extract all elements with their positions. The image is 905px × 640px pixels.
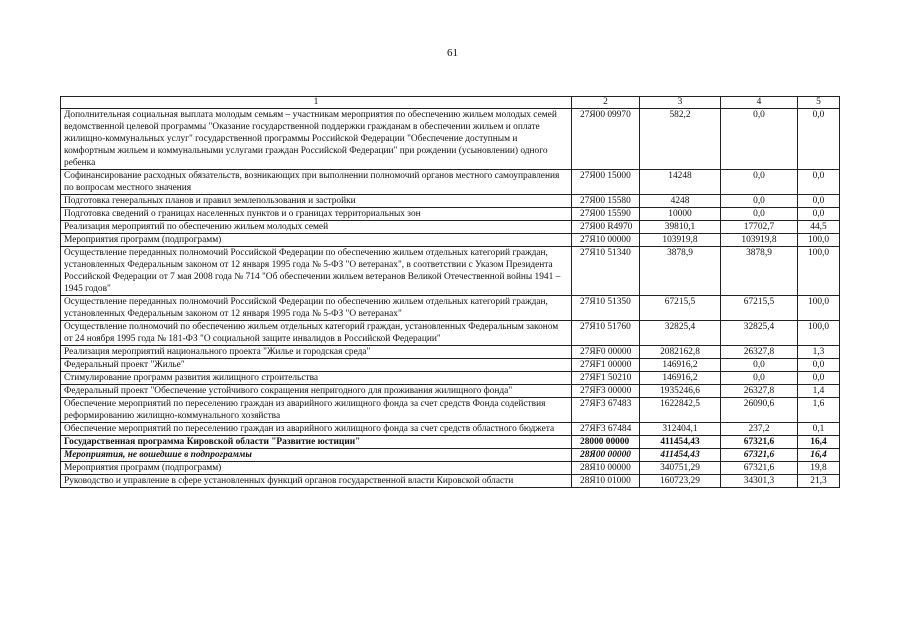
- row-executed-value: 0,0: [721, 109, 798, 170]
- table-row: [61, 221, 840, 234]
- row-executed-value: 67321,6: [721, 449, 798, 462]
- row-name-cell: Государственная программа Кировской области "Развитие юстиции": [61, 436, 572, 449]
- row-percent-value: 0,1: [798, 423, 840, 436]
- row-code-cell: 27Я00 15000: [572, 170, 640, 195]
- row-name-cell: Дополнительная социальная выплата молодым семьям – участникам мероприятия по обеспечению жильем молодых семей ведомственной целевой программы "Оказание государственной поддержки гражданам в обеспечении жильем и оплате жилищно-коммунальных услуг" государственной программы Российской Федерации "Обеспечение доступным и комфортным жильем и коммунальными услугами граждан Российской Федерации" при рождении (усыновлении) одного ребенка: [61, 109, 572, 170]
- row-code-cell: 27ЯF3 00000: [572, 385, 640, 398]
- row-plan-value: 32825,4: [640, 321, 721, 346]
- column-header-percent: 5: [798, 97, 840, 109]
- row-percent-value: 100,0: [798, 296, 840, 321]
- row-code-cell: 27Я00 15580: [572, 195, 640, 208]
- row-plan-value: 312404,1: [640, 423, 721, 436]
- table-row: [61, 195, 840, 208]
- table-body: [61, 109, 840, 488]
- row-executed-value: 26327,8: [721, 385, 798, 398]
- row-name-cell: Мероприятия программ (подпрограмм): [61, 234, 572, 247]
- column-header-name: 1: [61, 97, 572, 109]
- table-row: [61, 436, 840, 449]
- row-code-cell: 27Я10 00000: [572, 234, 640, 247]
- row-executed-value: 0,0: [721, 195, 798, 208]
- row-code-cell: 27Я10 51760: [572, 321, 640, 346]
- row-executed-value: 237,2: [721, 423, 798, 436]
- row-executed-value: 26090,6: [721, 398, 798, 423]
- row-plan-value: 340751,29: [640, 462, 721, 475]
- row-percent-value: 16,4: [798, 449, 840, 462]
- row-name-cell: Федеральный проект "Обеспечение устойчивого сокращения непригодного для проживания жилищного фонда": [61, 385, 572, 398]
- row-plan-value: 411454,43: [640, 436, 721, 449]
- row-name-cell: Федеральный проект "Жилье": [61, 359, 572, 372]
- row-name-cell: Реализация мероприятий национального проекта "Жилье и городская среда": [61, 346, 572, 359]
- row-percent-value: 1,4: [798, 385, 840, 398]
- row-executed-value: 67215,5: [721, 296, 798, 321]
- row-name-cell: Подготовка сведений о границах населенных пунктов и о границах территориальных зон: [61, 208, 572, 221]
- row-name-cell: Осуществление переданных полномочий Российской Федерации по обеспечению жильем отдельных категорий граждан, установленных Федеральным законом от 12 января 1995 года № 5-ФЗ "О ветеранах": [61, 296, 572, 321]
- row-percent-value: 100,0: [798, 247, 840, 296]
- table-row: [61, 247, 840, 296]
- row-plan-value: 103919,8: [640, 234, 721, 247]
- table-row: [61, 359, 840, 372]
- row-executed-value: 26327,8: [721, 346, 798, 359]
- row-name-cell: Мероприятия, не вошедшие в подпрограммы: [61, 449, 572, 462]
- row-name-cell: Осуществление полномочий по обеспечению жильем отдельных категорий граждан, установленных Федеральным законом от 24 ноября 1995 года № 181-ФЗ "О социальной защите инвалидов в Российской Федерации": [61, 321, 572, 346]
- row-code-cell: 28Я10 01000: [572, 475, 640, 488]
- row-executed-value: 0,0: [721, 208, 798, 221]
- row-code-cell: 27ЯF3 67483: [572, 398, 640, 423]
- row-code-cell: 27Я00 15590: [572, 208, 640, 221]
- row-plan-value: 411454,43: [640, 449, 721, 462]
- row-percent-value: 21,3: [798, 475, 840, 488]
- row-executed-value: 3878,9: [721, 247, 798, 296]
- table-row: [61, 234, 840, 247]
- column-header-executed: 4: [721, 97, 798, 109]
- row-percent-value: 1,3: [798, 346, 840, 359]
- row-name-cell: Осуществление переданных полномочий Российской Федерации по обеспечению жильем отдельных категорий граждан, установленных Федеральным законом от 12 января 1995 года № 5-ФЗ "О ветеранах", в соответствии с Указом Президента Российской Федерации от 7 мая 2008 года № 714 "Об обеспечении жильем ветеранов Великой Отечественной войны 1941 – 1945 годов": [61, 247, 572, 296]
- table-row: [61, 346, 840, 359]
- row-code-cell: 27ЯF1 00000: [572, 359, 640, 372]
- row-executed-value: 103919,8: [721, 234, 798, 247]
- row-percent-value: 100,0: [798, 234, 840, 247]
- row-percent-value: 16,4: [798, 436, 840, 449]
- row-percent-value: 0,0: [798, 109, 840, 170]
- page-number: 61: [447, 47, 458, 59]
- row-plan-value: 160723,29: [640, 475, 721, 488]
- table-row: [61, 321, 840, 346]
- row-executed-value: 0,0: [721, 359, 798, 372]
- table-row: [61, 385, 840, 398]
- row-code-cell: 27Я00 09970: [572, 109, 640, 170]
- table-header-row: [61, 97, 840, 109]
- row-plan-value: 4248: [640, 195, 721, 208]
- row-name-cell: Подготовка генеральных планов и правил землепользования и застройки: [61, 195, 572, 208]
- row-percent-value: 44,5: [798, 221, 840, 234]
- column-header-code: 2: [572, 97, 640, 109]
- row-plan-value: 67215,5: [640, 296, 721, 321]
- table-row: [61, 449, 840, 462]
- row-plan-value: 582,2: [640, 109, 721, 170]
- row-code-cell: 27ЯF0 00000: [572, 346, 640, 359]
- row-name-cell: Обеспечение мероприятий по переселению граждан из аварийного жилищного фонда за счет средств областного бюджета: [61, 423, 572, 436]
- row-percent-value: 0,0: [798, 170, 840, 195]
- table-row: [61, 109, 840, 170]
- row-executed-value: 67321,6: [721, 436, 798, 449]
- row-plan-value: 146916,2: [640, 372, 721, 385]
- row-percent-value: 19,8: [798, 462, 840, 475]
- row-percent-value: 100,0: [798, 321, 840, 346]
- row-name-cell: Руководство и управление в сфере установленных функций органов государственной власти Кировской области: [61, 475, 572, 488]
- row-name-cell: Реализация мероприятий по обеспечению жильем молодых семей: [61, 221, 572, 234]
- row-executed-value: 17702,7: [721, 221, 798, 234]
- row-name-cell: Мероприятия программ (подпрограмм): [61, 462, 572, 475]
- row-code-cell: 27Я10 51350: [572, 296, 640, 321]
- table-row: [61, 423, 840, 436]
- row-plan-value: 14248: [640, 170, 721, 195]
- row-plan-value: 146916,2: [640, 359, 721, 372]
- table-row: [61, 296, 840, 321]
- table-row: [61, 475, 840, 488]
- row-code-cell: 27Я00 R4970: [572, 221, 640, 234]
- row-name-cell: Обеспечение мероприятий по переселению граждан из аварийного жилищного фонда за счет средств Фонда содействия реформированию жилищно-коммунального хозяйства: [61, 398, 572, 423]
- row-code-cell: 27ЯF1 50210: [572, 372, 640, 385]
- row-plan-value: 2082162,8: [640, 346, 721, 359]
- row-plan-value: 1935246,6: [640, 385, 721, 398]
- column-header-plan: 3: [640, 97, 721, 109]
- row-name-cell: Софинансирование расходных обязательств, возникающих при выполнении полномочий органов местного самоуправления по вопросам местного значения: [61, 170, 572, 195]
- row-percent-value: 0,0: [798, 208, 840, 221]
- row-executed-value: 67321,6: [721, 462, 798, 475]
- table-row: [61, 208, 840, 221]
- row-name-cell: Стимулирование программ развития жилищного строительства: [61, 372, 572, 385]
- table-row: [61, 170, 840, 195]
- row-code-cell: 27ЯF3 67484: [572, 423, 640, 436]
- table-row: [61, 372, 840, 385]
- row-code-cell: 28Я00 00000: [572, 449, 640, 462]
- row-code-cell: 28Я10 00000: [572, 462, 640, 475]
- row-code-cell: 27Я10 51340: [572, 247, 640, 296]
- row-plan-value: 3878,9: [640, 247, 721, 296]
- row-plan-value: 10000: [640, 208, 721, 221]
- budget-table: [60, 96, 840, 488]
- row-plan-value: 39810,1: [640, 221, 721, 234]
- row-executed-value: 0,0: [721, 170, 798, 195]
- row-percent-value: 0,0: [798, 195, 840, 208]
- table-row: [61, 462, 840, 475]
- row-code-cell: 28000 00000: [572, 436, 640, 449]
- row-percent-value: 0,0: [798, 372, 840, 385]
- row-percent-value: 0,0: [798, 359, 840, 372]
- row-executed-value: 32825,4: [721, 321, 798, 346]
- row-executed-value: 34301,3: [721, 475, 798, 488]
- table-row: [61, 398, 840, 423]
- row-executed-value: 0,0: [721, 372, 798, 385]
- row-percent-value: 1,6: [798, 398, 840, 423]
- row-plan-value: 1622842,5: [640, 398, 721, 423]
